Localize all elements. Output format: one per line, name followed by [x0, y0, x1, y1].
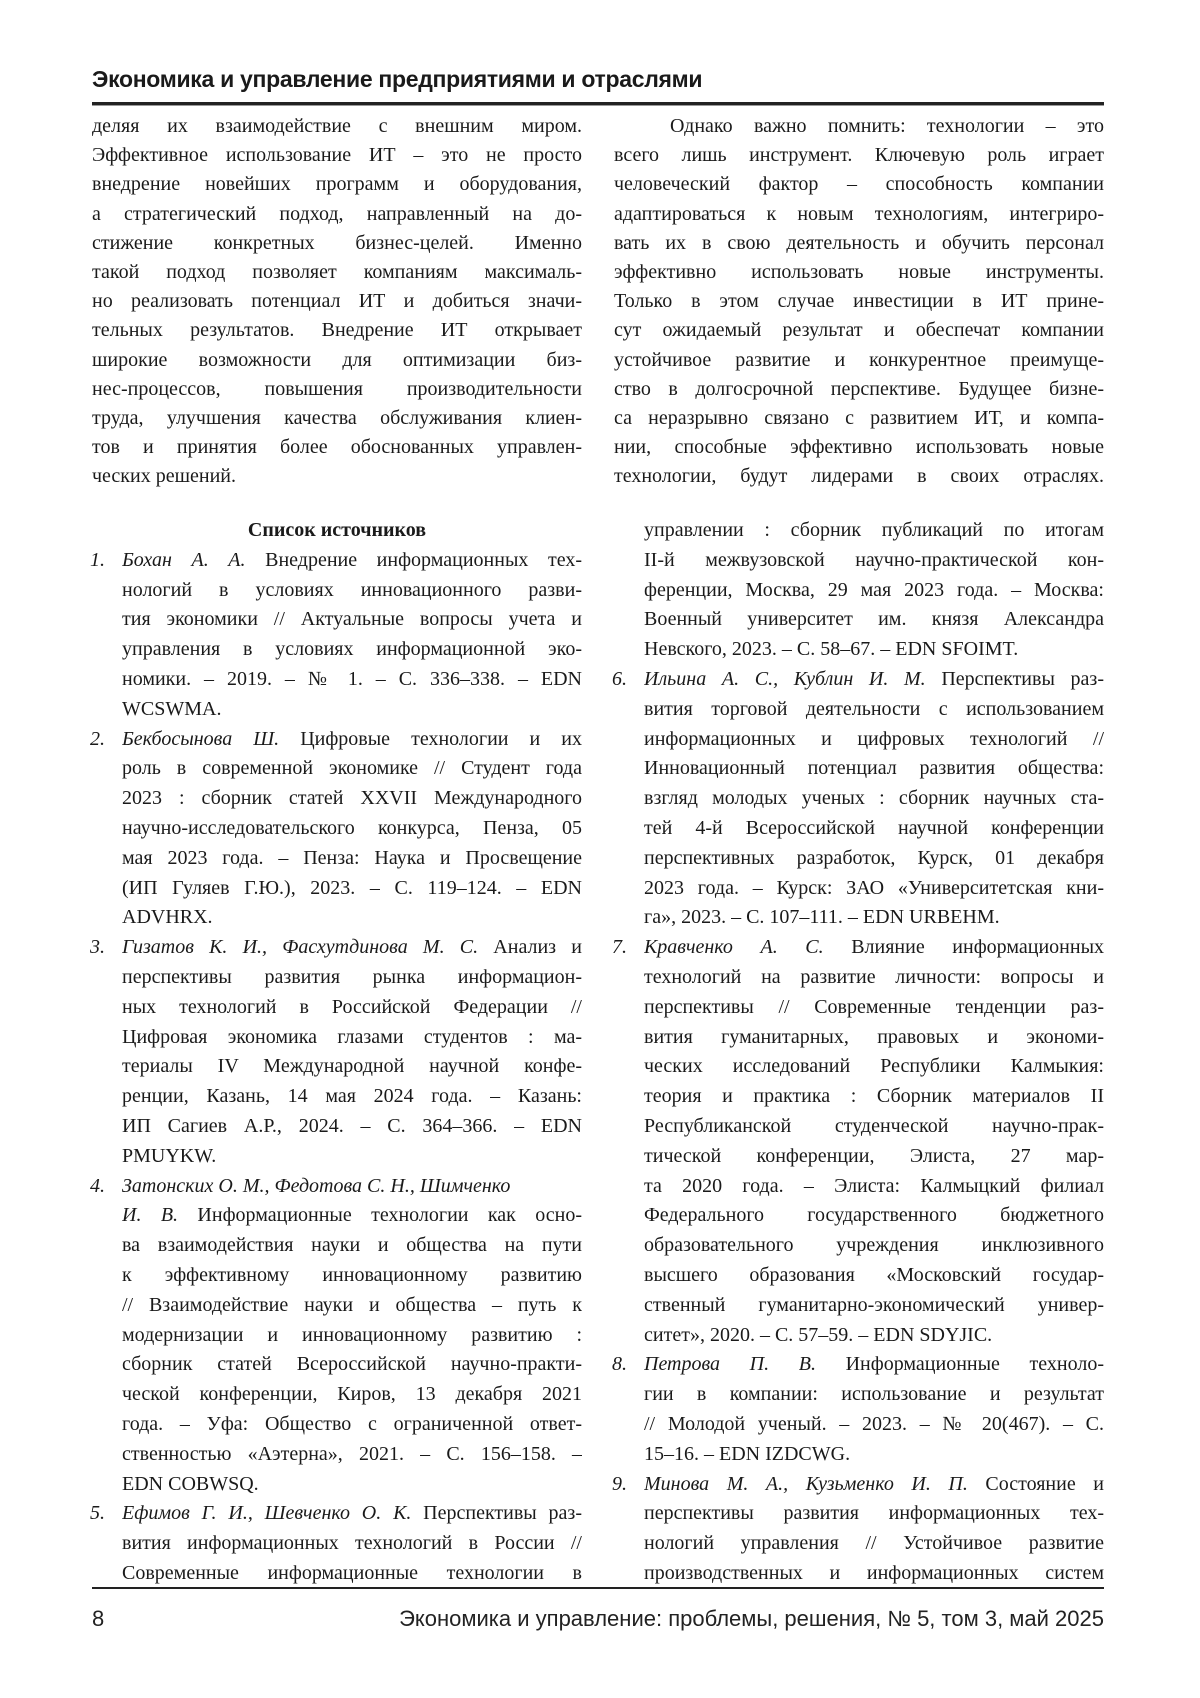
- reference-line: [644, 1350, 1104, 1380]
- reference-line: ственностью «Аэтерна», 2021. – С. 156–158. –: [122, 1440, 582, 1470]
- footer-rule: [92, 1587, 1104, 1589]
- reference-item: [92, 933, 582, 1171]
- reference-line: ренции, Казань, 14 мая 2024 года. – Казань:: [122, 1082, 582, 1112]
- reference-number: 9.: [612, 1470, 627, 1500]
- reference-number: 4.: [90, 1172, 105, 1202]
- reference-item: [92, 1499, 582, 1588]
- body-column-left: [92, 112, 582, 491]
- text-line: ство в долгосрочной перспективе. Будущее бизне-: [614, 375, 1104, 404]
- reference-item: [92, 725, 582, 934]
- journal-footer: Экономика и управление: проблемы, решения, № 5, том 3, май 2025: [399, 1606, 1104, 1632]
- reference-line: [644, 933, 1104, 963]
- reference-line: ситет», 2020. – С. 57–59. – EDN SDYJIC.: [644, 1321, 1104, 1351]
- reference-text: Информационные технологии как осно-: [178, 1204, 582, 1226]
- reference-line: [122, 1201, 582, 1231]
- text-line: всего лишь инструмент. Ключевую роль играет: [614, 141, 1104, 170]
- reference-authors: Кравченко А. С.: [644, 936, 824, 958]
- reference-line: ференции, Москва, 29 мая 2023 года. – Москва:: [644, 576, 1104, 606]
- reference-line: [644, 665, 1104, 695]
- references-column-left: [92, 516, 582, 1589]
- reference-line: научно-исследовательского конкурса, Пенза, 05: [122, 814, 582, 844]
- reference-line: териалы IV Международной научной конфе-: [122, 1052, 582, 1082]
- reference-line: [122, 546, 582, 576]
- reference-item: [614, 1470, 1104, 1589]
- reference-line: тической конференции, Элиста, 27 мар-: [644, 1142, 1104, 1172]
- reference-line: Военный университет им. князя Александра: [644, 605, 1104, 635]
- reference-line: Республиканской студенческой научно-прак-: [644, 1112, 1104, 1142]
- reference-item: [614, 665, 1104, 933]
- reference-line: Невского, 2023. – С. 58–67. – EDN SFOIMT.: [644, 635, 1104, 665]
- reference-line: номики. – 2019. – № 1. – С. 336–338. – EDN: [122, 665, 582, 695]
- reference-line: та 2020 года. – Элиста: Калмыцкий филиал: [644, 1172, 1104, 1202]
- reference-number: 3.: [90, 933, 105, 963]
- reference-line: [122, 933, 582, 963]
- reference-line: Федерального государственного бюджетного: [644, 1201, 1104, 1231]
- reference-line: вития торговой деятельности с использованием: [644, 695, 1104, 725]
- reference-line: ва взаимодействия науки и общества на пути: [122, 1231, 582, 1261]
- text-line: труда, улучшения качества обслуживания клиен-: [92, 404, 582, 433]
- reference-line: управления в условиях информационной эко-: [122, 635, 582, 665]
- text-line: устойчивое развитие и конкурентное преимуще-: [614, 346, 1104, 375]
- reference-line: [122, 725, 582, 755]
- reference-line: управлении : сборник публикаций по итогам: [644, 516, 1104, 546]
- text-line: такой подход позволяет компаниям максималь-: [92, 258, 582, 287]
- reference-line: роль в современной экономике // Студент года: [122, 754, 582, 784]
- reference-line: тия экономики // Актуальные вопросы учета и: [122, 605, 582, 635]
- reference-authors: Гизатов К. И., Фасхутдинова М. С.: [122, 936, 478, 958]
- header-rule: [92, 102, 1104, 106]
- text-line: стижение конкретных бизнес-целей. Именно: [92, 229, 582, 258]
- reference-line: года. – Уфа: Общество с ограниченной ответ-: [122, 1410, 582, 1440]
- reference-number: 6.: [612, 665, 627, 695]
- text-line: Эффективное использование ИТ – это не просто: [92, 141, 582, 170]
- text-line: нес-процессов, повышения производительности: [92, 375, 582, 404]
- text-line: вать их в свою деятельность и обучить персонал: [614, 229, 1104, 258]
- reference-line: гии в компании: использование и результат: [644, 1380, 1104, 1410]
- reference-line: информационных и цифровых технологий //: [644, 725, 1104, 755]
- page-number: 8: [92, 1606, 104, 1632]
- reference-text: Влияние информационных: [824, 936, 1104, 958]
- reference-line: ADVHRX.: [122, 903, 582, 933]
- reference-authors: Бохан А. А.: [122, 549, 246, 571]
- reference-line: Цифровая экономика глазами студентов : ма-: [122, 1023, 582, 1053]
- text-line: тельных результатов. Внедрение ИТ открывает: [92, 316, 582, 345]
- reference-number: 5.: [90, 1499, 105, 1529]
- reference-number: 2.: [90, 725, 105, 755]
- reference-line: ческой конференции, Киров, 13 декабря 2021: [122, 1380, 582, 1410]
- text-line: а стратегический подход, направленный на до-: [92, 200, 582, 229]
- reference-line: сборник статей Всероссийской научно-практи-: [122, 1350, 582, 1380]
- body-column-right: [614, 112, 1104, 491]
- reference-line: перспективы // Современные тенденции раз-: [644, 993, 1104, 1023]
- reference-line: 2023 : сборник статей XXVII Международного: [122, 784, 582, 814]
- reference-authors: Затонских О. М., Федотова С. Н., Шимченко: [122, 1175, 510, 1197]
- reference-line: перспективных разработок, Курск, 01 декабря: [644, 844, 1104, 874]
- reference-authors: Ефимов Г. И., Шевченко О. К.: [122, 1502, 411, 1524]
- reference-authors: Ильина А. С., Кублин И. М.: [644, 668, 926, 690]
- reference-text: Анализ и: [478, 936, 582, 958]
- text-line: внедрение новейших программ и оборудования,: [92, 170, 582, 199]
- reference-line: // Взаимодействие науки и общества – путь к: [122, 1291, 582, 1321]
- reference-line: [644, 1470, 1104, 1500]
- reference-line: 2023 года. – Курск: ЗАО «Университетская кни-: [644, 874, 1104, 904]
- reference-item: [614, 1350, 1104, 1469]
- reference-item: [614, 516, 1104, 665]
- reference-line: вития информационных технологий в России //: [122, 1529, 582, 1559]
- reference-line: ческих исследований Республики Калмыкия:: [644, 1052, 1104, 1082]
- running-header: Экономика и управление предприятиями и отраслями: [92, 66, 702, 93]
- reference-authors: Минова М. А., Кузьменко И. П.: [644, 1473, 968, 1495]
- reference-line: WCSWMA.: [122, 695, 582, 725]
- reference-authors: И. В.: [122, 1204, 178, 1226]
- reference-text: Перспективы раз-: [926, 668, 1104, 690]
- reference-item: [92, 1172, 582, 1500]
- reference-text: Цифровые технологии и их: [279, 728, 582, 750]
- reference-line: технологий на развитие личности: вопросы и: [644, 963, 1104, 993]
- reference-item: [614, 933, 1104, 1350]
- reference-line: производственных и информационных систем: [644, 1559, 1104, 1589]
- reference-line: ИП Сагиев А.Р., 2024. – С. 364–366. – EDN: [122, 1112, 582, 1142]
- text-line: ческих решений.: [92, 462, 582, 491]
- text-line: тов и принятия более обоснованных управлен-: [92, 433, 582, 462]
- reference-line: Инновационный потенциал развития общества:: [644, 754, 1104, 784]
- reference-line: перспективы развития рынка информацион-: [122, 963, 582, 993]
- text-line: са неразрывно связано с развитием ИТ, и компа-: [614, 404, 1104, 433]
- text-line: но реализовать потенциал ИТ и добиться значи-: [92, 287, 582, 316]
- reference-line: (ИП Гуляев Г.Ю.), 2023. – С. 119–124. – EDN: [122, 874, 582, 904]
- reference-line: тей 4-й Всероссийской научной конференции: [644, 814, 1104, 844]
- reference-authors: Петрова П. В.: [644, 1353, 816, 1375]
- reference-line: теория и практика : Сборник материалов II: [644, 1082, 1104, 1112]
- reference-line: ственный гуманитарно-экономический универ-: [644, 1291, 1104, 1321]
- reference-line: образовательного учреждения инклюзивного: [644, 1231, 1104, 1261]
- reference-item: [92, 546, 582, 725]
- reference-number: 8.: [612, 1350, 627, 1380]
- text-line: нии, способные эффективно использовать новые: [614, 433, 1104, 462]
- text-line: деляя их взаимодействие с внешним миром.: [92, 112, 582, 141]
- text-line: эффективно использовать новые инструменты.: [614, 258, 1104, 287]
- reference-line: II-й межвузовской научно-практической кон-: [644, 546, 1104, 576]
- reference-line: 15–16. – EDN IZDCWG.: [644, 1440, 1104, 1470]
- text-line: человеческий фактор – способность компании: [614, 170, 1104, 199]
- reference-text: Информационные техноло-: [816, 1353, 1104, 1375]
- reference-line: высшего образования «Московский государ-: [644, 1261, 1104, 1291]
- reference-line: к эффективному инновационному развитию: [122, 1261, 582, 1291]
- text-line: технологии, будут лидерами в своих отраслях.: [614, 462, 1104, 491]
- reference-line: взгляд молодых ученых : сборник научных ста-: [644, 784, 1104, 814]
- text-line: широкие возможности для оптимизации биз-: [92, 346, 582, 375]
- reference-line: модернизации и инновационному развитию :: [122, 1321, 582, 1351]
- reference-line: [122, 1499, 582, 1529]
- reference-line: ных технологий в Российской Федерации //: [122, 993, 582, 1023]
- reference-line: // Молодой ученый. – 2023. – № 20(467). – С.: [644, 1410, 1104, 1440]
- reference-line: Современные информационные технологии в: [122, 1559, 582, 1589]
- reference-text: Внедрение информационных тех-: [246, 549, 582, 571]
- text-line: сут ожидаемый результат и обеспечат компании: [614, 316, 1104, 345]
- references-column-right: [614, 516, 1104, 1589]
- references-heading: Список источников: [92, 516, 582, 546]
- reference-line: нологий управления // Устойчивое развитие: [644, 1529, 1104, 1559]
- reference-line: вития гуманитарных, правовых и экономи-: [644, 1023, 1104, 1053]
- text-line: Однако важно помнить: технологии – это: [614, 112, 1104, 141]
- reference-number: 7.: [612, 933, 627, 963]
- reference-number: 1.: [90, 546, 105, 576]
- reference-line: мая 2023 года. – Пенза: Наука и Просвещение: [122, 844, 582, 874]
- reference-line: нологий в условиях инновационного разви-: [122, 576, 582, 606]
- reference-line: EDN COBWSQ.: [122, 1470, 582, 1500]
- reference-line: [122, 1172, 582, 1202]
- text-line: адаптироваться к новым технологиям, интегриро-: [614, 200, 1104, 229]
- reference-line: перспективы развития информационных тех-: [644, 1499, 1104, 1529]
- reference-line: PMUYKW.: [122, 1142, 582, 1172]
- reference-line: га», 2023. – С. 107–111. – EDN URBEHM.: [644, 903, 1104, 933]
- reference-text: Перспективы раз-: [411, 1502, 582, 1524]
- reference-text: Состояние и: [968, 1473, 1104, 1495]
- text-line: Только в этом случае инвестиции в ИТ прине-: [614, 287, 1104, 316]
- reference-authors: Бекбосынова Ш.: [122, 728, 279, 750]
